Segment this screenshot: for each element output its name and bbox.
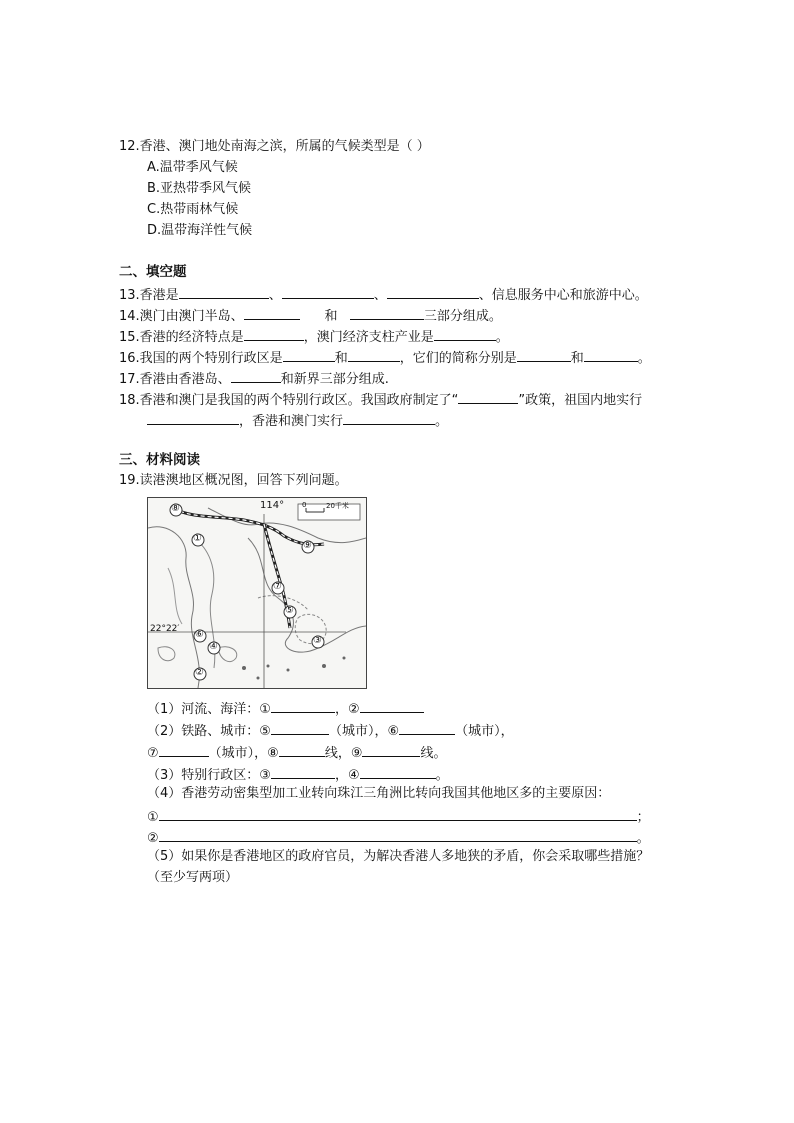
q19-p4-2-text-b: 。 — [636, 831, 650, 846]
q18-blank-3[interactable] — [343, 410, 435, 425]
question-12-option-c: C.热带雨林气候 — [147, 202, 239, 217]
q16-blank-2[interactable] — [348, 347, 400, 362]
q19-p4-blank-1[interactable] — [159, 806, 637, 821]
question-12-stem: 12.香港、澳门地处南海之滨，所属的气候类型是（ ） — [119, 139, 430, 154]
q13-text-d: 、信息服务中心和旅游中心。 — [478, 288, 648, 303]
q18-text-a: 18.香港和澳门是我国的两个特别行政区。我国政府制定了“ — [119, 393, 459, 408]
q14-text-a: 14.澳门由澳门半岛、 — [119, 309, 244, 324]
q13-text-a: 13.香港是 — [119, 288, 179, 303]
map-marker-4: ④ — [209, 641, 218, 652]
q14-text-c: 三部分组成。 — [423, 309, 502, 324]
q16-text-d: 和 — [570, 351, 584, 366]
question-16 — [119, 347, 651, 368]
map-marker-8: ⑧ — [171, 503, 180, 514]
q19-p2-blank-1[interactable] — [271, 720, 329, 735]
q19-p2b-text-a: ⑦ — [147, 746, 159, 761]
q13-blank-1[interactable] — [179, 284, 269, 299]
q17-text-a: 17.香港由香港岛、 — [119, 372, 231, 387]
q19-p4-blank-2[interactable] — [159, 827, 637, 842]
map-latitude-label: 22°22′ — [150, 624, 180, 634]
q17-text-b: 和新界三部分组成. — [280, 372, 389, 387]
section-reading-title: 三、材料阅读 — [119, 452, 200, 468]
q18-text-c: ，香港和澳门实行 — [239, 414, 344, 429]
q15-blank-2[interactable] — [434, 326, 496, 341]
q19-p3-blank-1[interactable] — [271, 764, 335, 779]
q16-blank-1[interactable] — [283, 347, 335, 362]
question-15 — [119, 326, 509, 347]
question-19-stem: 19.读港澳地区概况图，回答下列问题。 — [119, 473, 348, 488]
q15-text-a: 15.香港的经济特点是 — [119, 330, 244, 345]
q16-text-c: ，它们的简称分别是 — [399, 351, 517, 366]
q19-part-2b — [147, 742, 446, 763]
q19-p3-text-c: 。 — [435, 768, 449, 783]
map-marker-9: ⑨ — [303, 540, 312, 551]
q19-part-4-answer-2 — [147, 827, 650, 848]
map-scale-start: 0 — [302, 501, 307, 509]
question-13 — [119, 284, 648, 305]
map-scale-end: 20千米 — [326, 502, 349, 510]
q19-part-5: （5）如果你是香港地区的政府官员，为解决香港人多地狭的矛盾，你会采取哪些措施？ — [147, 849, 650, 864]
q19-p2b-blank-3[interactable] — [362, 742, 420, 757]
question-12-option-a: A.温带季风气候 — [147, 160, 238, 175]
q18-text-b: ”政策，祖国内地实行 — [518, 393, 643, 408]
q19-p1-blank-2[interactable] — [360, 698, 424, 713]
q19-p2b-text-b: （城市），⑧ — [208, 746, 279, 761]
q19-p1-blank-1[interactable] — [271, 698, 335, 713]
q13-blank-3[interactable] — [387, 284, 479, 299]
q13-text-c: 、 — [373, 288, 387, 303]
q19-p2b-text-d: 线。 — [420, 746, 447, 761]
q19-part-1 — [147, 698, 424, 719]
map-marker-7: ⑦ — [273, 581, 282, 592]
q19-p3-text-b: ，④ — [334, 768, 360, 783]
q19-p2b-blank-1[interactable] — [159, 742, 209, 757]
map-marker-5: ⑤ — [285, 605, 294, 616]
q19-p1-text-b: ，② — [334, 702, 360, 717]
question-17 — [119, 368, 389, 389]
map-marker-3: ③ — [313, 635, 322, 646]
q19-part-5-line-2: （至少写两项） — [147, 870, 239, 885]
question-12-option-d: D.温带海洋性气候 — [147, 223, 253, 238]
q19-part-2 — [147, 720, 514, 741]
q19-p2b-text-c: 线，⑨ — [324, 746, 363, 761]
q16-text-a: 16.我国的两个特别行政区是 — [119, 351, 283, 366]
q19-p4-1-text-b: ； — [636, 810, 650, 825]
q17-blank-1[interactable] — [231, 368, 281, 383]
q16-blank-3[interactable] — [517, 347, 571, 362]
q19-p2-text-b: （城市），⑥ — [328, 724, 400, 739]
q14-text-b: 和 — [324, 309, 338, 324]
q18-blank-2[interactable] — [147, 410, 239, 425]
q16-text-b: 和 — [334, 351, 348, 366]
q15-text-c: 。 — [495, 330, 509, 345]
q19-p2b-blank-2[interactable] — [279, 742, 325, 757]
q19-part-4-answer-1 — [147, 806, 650, 827]
q13-blank-2[interactable] — [282, 284, 374, 299]
q19-p1-text-a: （1）河流、海洋：① — [147, 702, 271, 717]
question-12-option-b: B.亚热带季风气候 — [147, 181, 252, 196]
q19-p3-text-a: （3）特别行政区：③ — [147, 768, 271, 783]
q19-p3-blank-2[interactable] — [360, 764, 436, 779]
q13-text-b: 、 — [268, 288, 282, 303]
q18-text-d: 。 — [435, 414, 449, 429]
q19-part-4: （4）香港劳动密集型加工业转向珠江三角洲比转向我国其他地区多的主要原因： — [147, 786, 611, 801]
q19-p2-blank-2[interactable] — [399, 720, 455, 735]
q19-p4-2-text-a: ② — [147, 831, 159, 846]
q18-blank-1[interactable] — [458, 389, 518, 404]
question-18 — [119, 389, 642, 410]
q19-p2-text-c: （城市）， — [455, 724, 514, 739]
q14-blank-2[interactable] — [350, 305, 424, 320]
q19-p2-text-a: （2）铁路、城市：⑤ — [147, 724, 271, 739]
question-18-line-2 — [147, 410, 448, 431]
q14-blank-1[interactable] — [244, 305, 300, 320]
map-longitude-label: 114° — [260, 500, 285, 511]
hong-kong-macao-map — [147, 497, 367, 689]
map-marker-6: ⑥ — [195, 629, 204, 640]
q15-text-b: ，澳门经济支柱产业是 — [303, 330, 434, 345]
q15-blank-1[interactable] — [244, 326, 304, 341]
q16-blank-4[interactable] — [584, 347, 638, 362]
q19-part-3 — [147, 764, 449, 785]
map-marker-1: ① — [193, 533, 202, 544]
section-fill-in-title: 二、填空题 — [119, 264, 187, 280]
question-14 — [119, 305, 502, 326]
q19-p4-1-text-a: ① — [147, 810, 159, 825]
q16-text-e: 。 — [637, 351, 651, 366]
map-marker-2: ② — [195, 667, 204, 678]
